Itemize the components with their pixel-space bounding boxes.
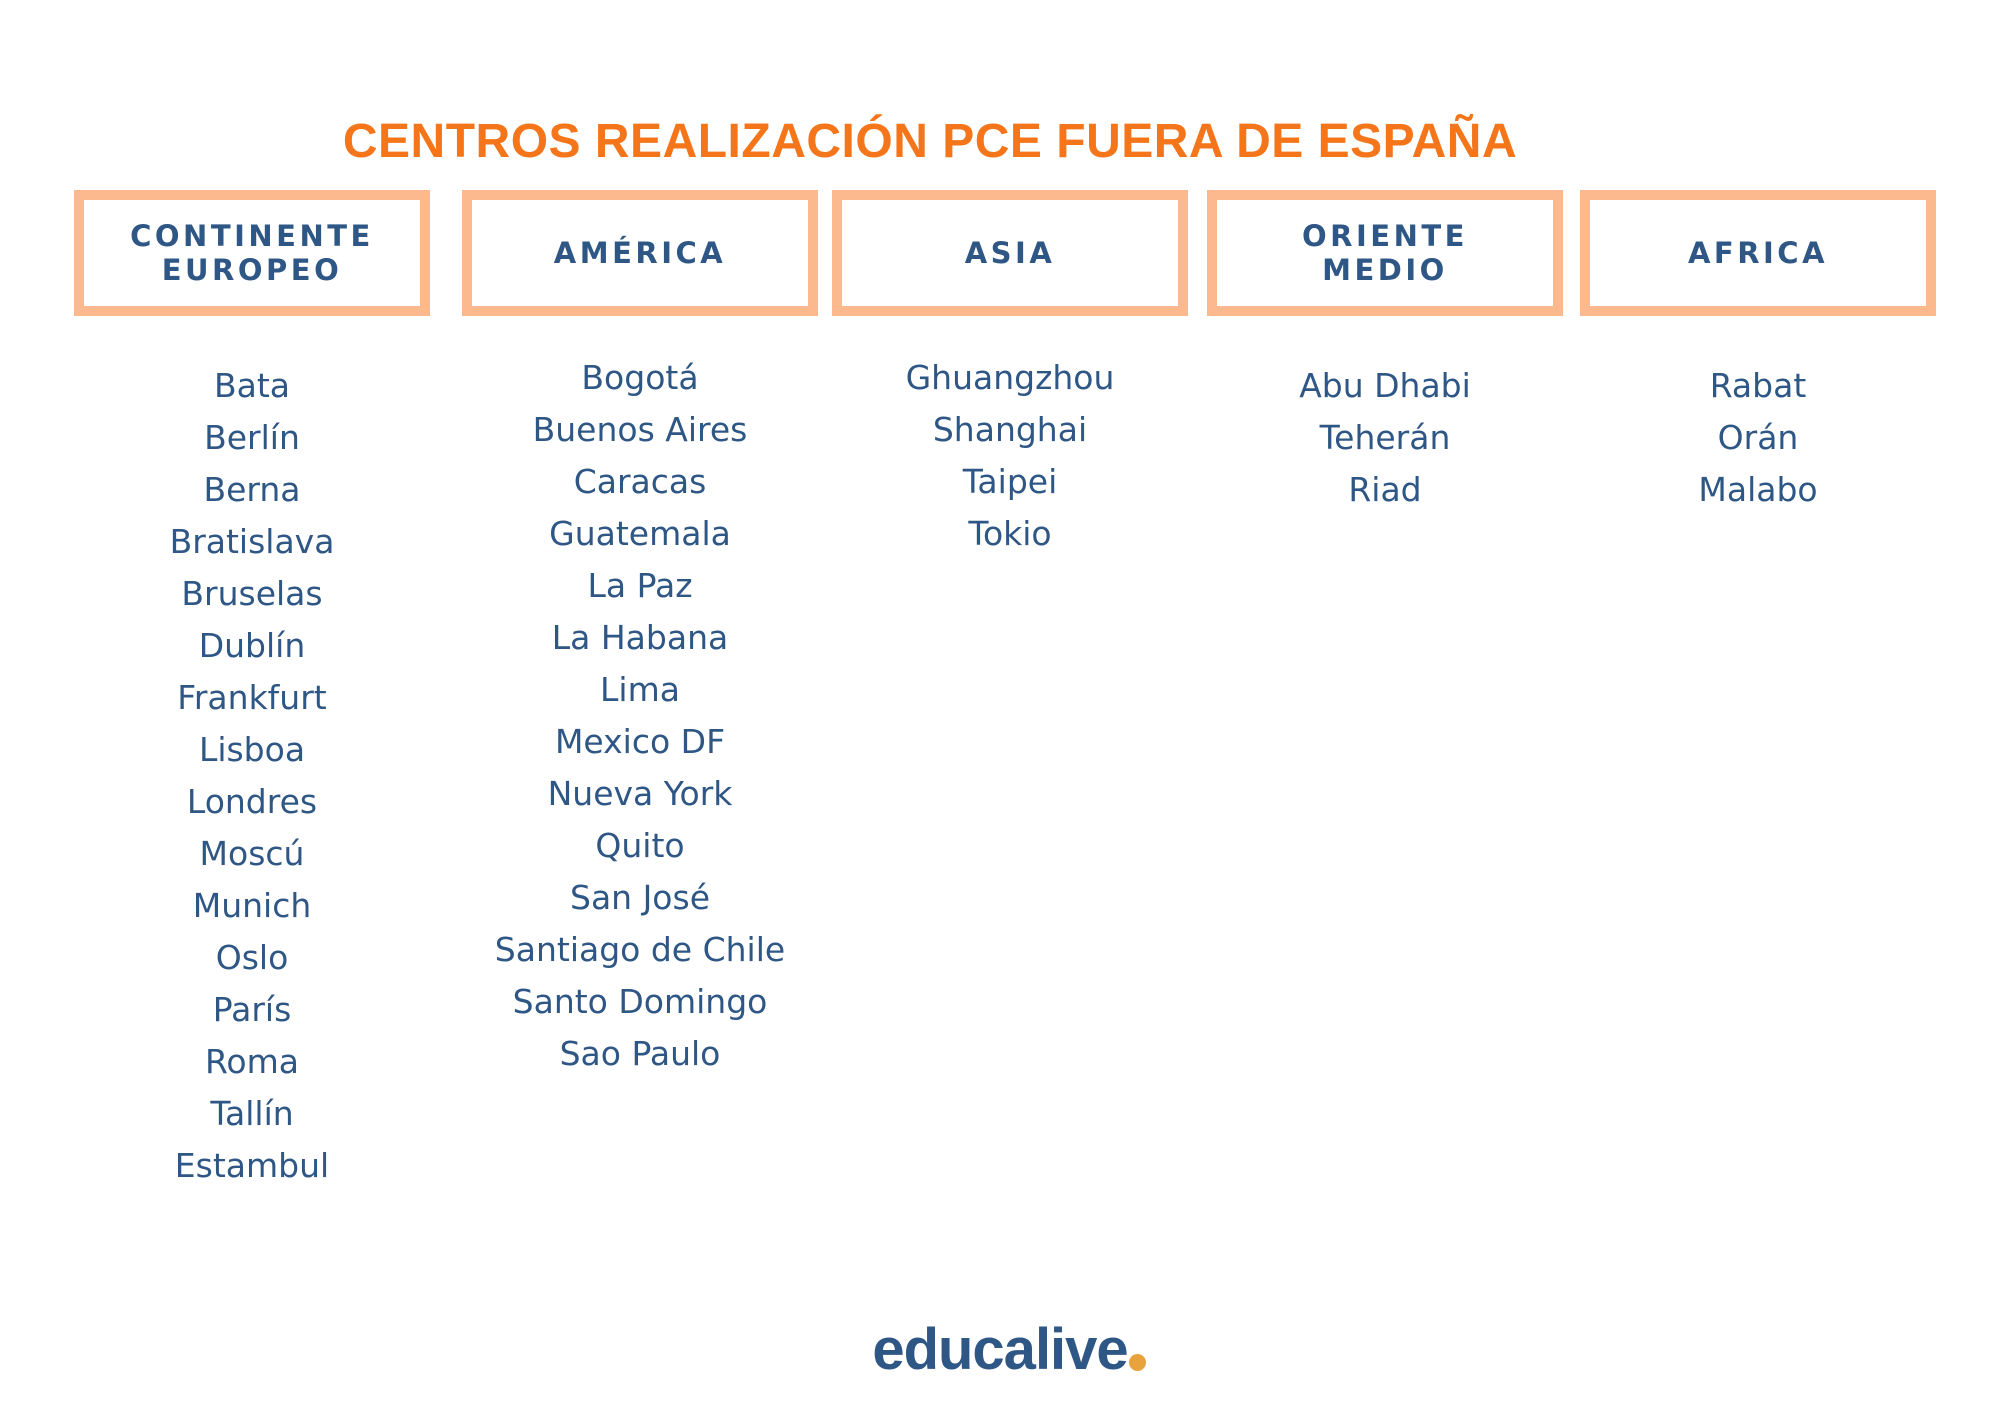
city-item: Bratislava xyxy=(169,522,335,561)
city-item: Buenos Aires xyxy=(532,410,748,449)
city-item: Londres xyxy=(186,782,318,821)
city-item: Tallín xyxy=(210,1094,294,1133)
city-item: Munich xyxy=(192,886,312,925)
region-header-box xyxy=(1580,190,1936,316)
city-item: Tokio xyxy=(968,514,1052,553)
city-item: Taipei xyxy=(962,462,1058,501)
city-item: Orán xyxy=(1717,418,1799,457)
city-item: Estambul xyxy=(174,1146,330,1185)
city-item: Teherán xyxy=(1319,418,1451,457)
city-item: Lima xyxy=(600,670,680,709)
city-list xyxy=(832,352,1188,560)
city-item: Guatemala xyxy=(549,514,731,553)
city-item: Oslo xyxy=(215,938,289,977)
region-label: ASIA xyxy=(964,236,1056,270)
city-list xyxy=(462,352,818,1080)
city-item: Santiago de Chile xyxy=(494,930,786,969)
city-list xyxy=(1580,360,1936,516)
region-column-america xyxy=(462,190,818,1080)
city-item: Quito xyxy=(595,826,685,865)
city-item: Mexico DF xyxy=(554,722,726,761)
city-item: Ghuangzhou xyxy=(905,358,1115,397)
city-list xyxy=(74,360,430,1192)
city-item: Rabat xyxy=(1709,366,1807,405)
region-column-middle-east xyxy=(1207,190,1563,516)
city-item: Roma xyxy=(204,1042,299,1081)
city-item: Santo Domingo xyxy=(512,982,768,1021)
city-item: Sao Paulo xyxy=(559,1034,721,1073)
region-column-europe xyxy=(74,190,430,1192)
region-header-box xyxy=(832,190,1188,316)
region-header-box xyxy=(74,190,430,316)
region-column-africa xyxy=(1580,190,1936,516)
region-header-box xyxy=(1207,190,1563,316)
city-item: Lisboa xyxy=(198,730,306,769)
regions-grid xyxy=(74,190,1936,1190)
city-item: La Habana xyxy=(551,618,729,657)
city-item: La Paz xyxy=(587,566,693,605)
region-label: CONTINENTE EUROPEO xyxy=(130,219,374,287)
region-label: AMÉRICA xyxy=(553,236,727,270)
logo-dot-icon xyxy=(1129,1354,1146,1371)
city-item: San José xyxy=(570,878,710,917)
city-item: Malabo xyxy=(1698,470,1818,509)
city-item: París xyxy=(212,990,292,1029)
city-item: Abu Dhabi xyxy=(1299,366,1471,405)
city-item: Caracas xyxy=(573,462,707,501)
page-title: CENTROS REALIZACIÓN PCE FUERA DE ESPAÑA xyxy=(342,115,1518,169)
city-item: Berlín xyxy=(204,418,300,457)
city-item: Riad xyxy=(1348,470,1422,509)
city-item: Bruselas xyxy=(181,574,323,613)
city-item: Shanghai xyxy=(932,410,1088,449)
region-label: ORIENTE MEDIO xyxy=(1302,219,1468,287)
educalive-logo xyxy=(0,1316,2000,1383)
city-item: Frankfurt xyxy=(177,678,327,717)
region-column-asia xyxy=(832,190,1188,560)
city-item: Bata xyxy=(213,366,291,405)
logo-wordmark xyxy=(872,1316,1127,1383)
city-item: Moscú xyxy=(199,834,305,873)
logo-text: educalive xyxy=(872,1317,1128,1382)
region-header-box xyxy=(462,190,818,316)
region-label: AFRICA xyxy=(1687,236,1829,270)
city-item: Nueva York xyxy=(547,774,733,813)
city-list xyxy=(1207,360,1563,516)
city-item: Dublín xyxy=(198,626,306,665)
city-item: Bogotá xyxy=(581,358,699,397)
city-item: Berna xyxy=(203,470,301,509)
